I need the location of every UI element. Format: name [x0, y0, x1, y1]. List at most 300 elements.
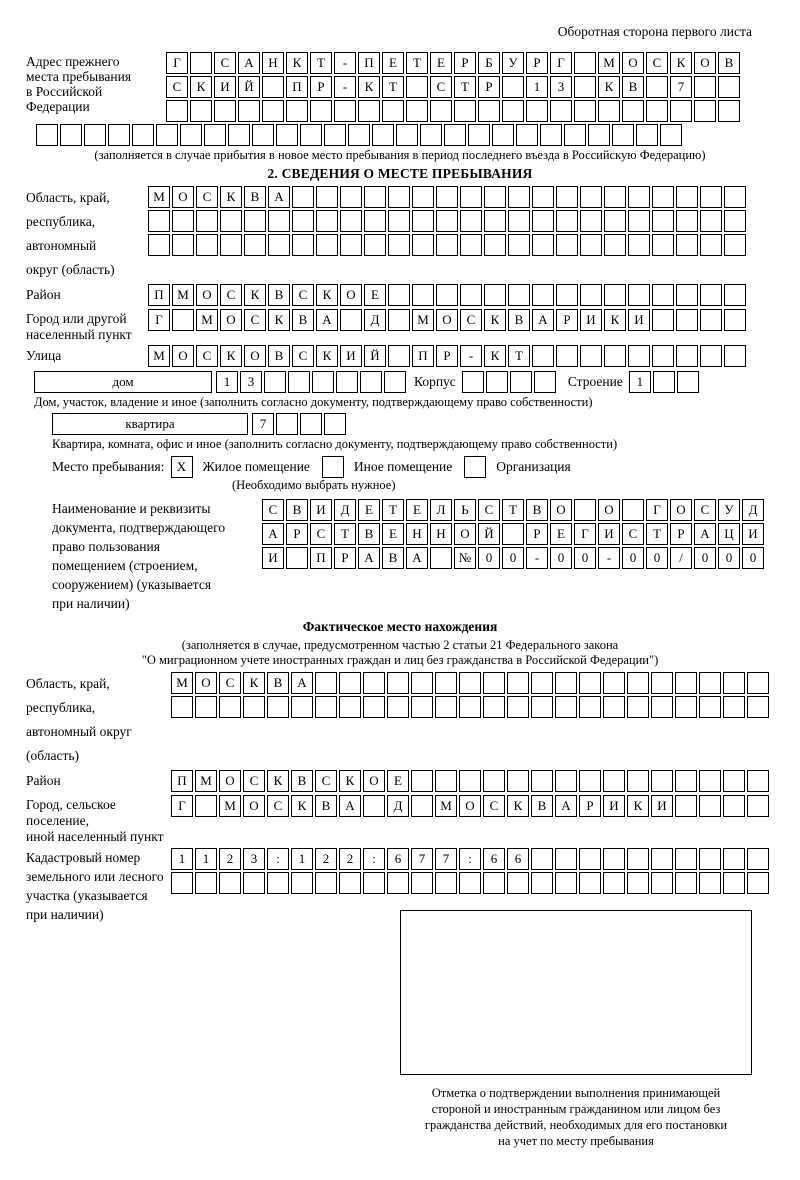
actual-district-cell[interactable]	[627, 770, 649, 792]
actual-region-cell[interactable]: А	[291, 672, 313, 694]
actual-region-cell[interactable]	[699, 672, 721, 694]
region-cell[interactable]	[532, 210, 554, 232]
district-cell[interactable]: В	[268, 284, 290, 306]
prev-address-cell[interactable]	[406, 100, 428, 122]
street-cell[interactable]: С	[292, 345, 314, 367]
city-cell[interactable]: М	[412, 309, 434, 331]
prev-address-cell[interactable]: Г	[166, 52, 188, 74]
actual-region-cell[interactable]	[411, 696, 433, 718]
actual-region-cell[interactable]	[363, 672, 385, 694]
document-cell[interactable]: Й	[478, 523, 500, 545]
street-cell[interactable]: П	[412, 345, 434, 367]
prev-address-cell[interactable]: -	[334, 52, 356, 74]
document-cell[interactable]: Т	[502, 499, 524, 521]
actual-region-cell[interactable]: К	[243, 672, 265, 694]
prev-address-cell[interactable]: Н	[262, 52, 284, 74]
flat-cell[interactable]: 7	[252, 413, 274, 435]
prev-address-cell[interactable]	[358, 100, 380, 122]
region-cell[interactable]	[148, 234, 170, 256]
actual-city-cell[interactable]	[411, 795, 433, 817]
cadastral-cell[interactable]: 6	[387, 848, 409, 870]
prev-address-cell[interactable]: К	[190, 76, 212, 98]
cadastral-cell[interactable]: 7	[435, 848, 457, 870]
street-cell[interactable]	[724, 345, 746, 367]
document-cell[interactable]: П	[310, 547, 332, 569]
street-cell[interactable]: О	[172, 345, 194, 367]
prev-address-cell[interactable]: Б	[478, 52, 500, 74]
korpus-cell[interactable]	[510, 371, 532, 393]
region-cell[interactable]	[316, 234, 338, 256]
prev-address-cell[interactable]	[214, 100, 236, 122]
prev-address-cell[interactable]: Р	[454, 52, 476, 74]
prev-address-cell[interactable]	[108, 124, 130, 146]
cadastral-cell[interactable]	[435, 872, 457, 894]
prev-address-cell[interactable]: Г	[550, 52, 572, 74]
actual-district-cell[interactable]	[531, 770, 553, 792]
prev-address-cell[interactable]	[660, 124, 682, 146]
house-cell[interactable]	[336, 371, 358, 393]
document-cell[interactable]: В	[286, 499, 308, 521]
document-cell[interactable]: О	[454, 523, 476, 545]
city-cell[interactable]: В	[292, 309, 314, 331]
prev-address-cell[interactable]	[262, 76, 284, 98]
checkbox-other-premises[interactable]	[322, 456, 344, 478]
actual-region-cell[interactable]	[531, 672, 553, 694]
document-cell[interactable]: С	[262, 499, 284, 521]
actual-district-cell[interactable]: О	[363, 770, 385, 792]
prev-address-cell[interactable]	[502, 76, 524, 98]
prev-address-cell[interactable]: 7	[670, 76, 692, 98]
prev-address-cell[interactable]: 3	[550, 76, 572, 98]
district-cell[interactable]: Е	[364, 284, 386, 306]
actual-city-cell[interactable]	[675, 795, 697, 817]
actual-region-cell[interactable]	[603, 696, 625, 718]
cadastral-cell[interactable]	[675, 872, 697, 894]
city-cell[interactable]	[340, 309, 362, 331]
cadastral-cell[interactable]	[171, 872, 193, 894]
city-cell[interactable]: Д	[364, 309, 386, 331]
prev-address-cell[interactable]: 1	[526, 76, 548, 98]
document-cell[interactable]: В	[382, 547, 404, 569]
district-cell[interactable]	[580, 284, 602, 306]
region-cell[interactable]	[364, 186, 386, 208]
district-cell[interactable]	[724, 284, 746, 306]
city-cell[interactable]	[652, 309, 674, 331]
cadastral-cell[interactable]: 1	[171, 848, 193, 870]
korpus-cell[interactable]	[462, 371, 484, 393]
city-cell[interactable]: И	[628, 309, 650, 331]
prev-address-cell[interactable]	[694, 100, 716, 122]
house-cell[interactable]	[288, 371, 310, 393]
actual-region-cell[interactable]	[531, 696, 553, 718]
house-cell[interactable]	[384, 371, 406, 393]
document-cell[interactable]	[574, 499, 596, 521]
actual-district-cell[interactable]: Е	[387, 770, 409, 792]
region-cell[interactable]	[580, 186, 602, 208]
region-cell[interactable]	[172, 234, 194, 256]
actual-region-cell[interactable]: М	[171, 672, 193, 694]
prev-address-cell[interactable]: С	[646, 52, 668, 74]
region-cell[interactable]	[700, 186, 722, 208]
document-cell[interactable]: 0	[718, 547, 740, 569]
cadastral-cell[interactable]	[747, 872, 769, 894]
actual-region-cell[interactable]	[171, 696, 193, 718]
prev-address-cell[interactable]	[598, 100, 620, 122]
street-cell[interactable]: Й	[364, 345, 386, 367]
actual-region-cell[interactable]: В	[267, 672, 289, 694]
prev-address-cell[interactable]	[444, 124, 466, 146]
actual-district-cell[interactable]: В	[291, 770, 313, 792]
prev-address-cell[interactable]: В	[718, 52, 740, 74]
region-cell[interactable]	[556, 234, 578, 256]
region-cell[interactable]	[460, 210, 482, 232]
prev-address-cell[interactable]	[564, 124, 586, 146]
actual-region-cell[interactable]	[579, 696, 601, 718]
region-cell[interactable]: К	[220, 186, 242, 208]
actual-city-cell[interactable]: В	[531, 795, 553, 817]
actual-district-cell[interactable]	[747, 770, 769, 792]
actual-city-cell[interactable]: М	[219, 795, 241, 817]
street-cell[interactable]: К	[316, 345, 338, 367]
district-cell[interactable]	[652, 284, 674, 306]
cadastral-cell[interactable]: 2	[315, 848, 337, 870]
actual-region-cell[interactable]	[267, 696, 289, 718]
region-cell[interactable]	[196, 234, 218, 256]
prev-address-cell[interactable]	[238, 100, 260, 122]
region-cell[interactable]	[244, 210, 266, 232]
stroenie-cell[interactable]: 1	[629, 371, 651, 393]
city-cell[interactable]: А	[532, 309, 554, 331]
street-cell[interactable]	[388, 345, 410, 367]
region-cell[interactable]	[700, 210, 722, 232]
region-cell[interactable]	[340, 234, 362, 256]
actual-district-cell[interactable]: С	[315, 770, 337, 792]
cadastral-cell[interactable]	[195, 872, 217, 894]
district-cell[interactable]	[628, 284, 650, 306]
region-cell[interactable]	[292, 234, 314, 256]
region-cell[interactable]	[604, 210, 626, 232]
prev-address-cell[interactable]: Е	[382, 52, 404, 74]
actual-district-cell[interactable]	[435, 770, 457, 792]
cadastral-cell[interactable]	[723, 872, 745, 894]
city-cell[interactable]	[676, 309, 698, 331]
region-cell[interactable]	[388, 234, 410, 256]
document-cell[interactable]: 0	[742, 547, 764, 569]
actual-region-cell[interactable]	[483, 672, 505, 694]
district-cell[interactable]: О	[340, 284, 362, 306]
prev-address-cell[interactable]: У	[502, 52, 524, 74]
cadastral-cell[interactable]	[651, 848, 673, 870]
cadastral-cell[interactable]	[507, 872, 529, 894]
document-cell[interactable]: А	[262, 523, 284, 545]
document-cell[interactable]: Л	[430, 499, 452, 521]
actual-district-cell[interactable]	[579, 770, 601, 792]
cadastral-cell[interactable]: 2	[219, 848, 241, 870]
document-cell[interactable]	[502, 523, 524, 545]
actual-region-cell[interactable]	[699, 696, 721, 718]
prev-address-cell[interactable]	[276, 124, 298, 146]
actual-city-cell[interactable]	[723, 795, 745, 817]
cadastral-cell[interactable]	[555, 848, 577, 870]
prev-address-cell[interactable]: О	[694, 52, 716, 74]
document-cell[interactable]: И	[742, 523, 764, 545]
region-cell[interactable]	[364, 210, 386, 232]
district-cell[interactable]	[604, 284, 626, 306]
house-cell[interactable]	[360, 371, 382, 393]
prev-address-cell[interactable]	[204, 124, 226, 146]
cadastral-cell[interactable]	[411, 872, 433, 894]
prev-address-cell[interactable]: О	[622, 52, 644, 74]
prev-address-cell[interactable]	[190, 100, 212, 122]
prev-address-cell[interactable]: М	[598, 52, 620, 74]
region-cell[interactable]	[268, 210, 290, 232]
cadastral-cell[interactable]: 2	[339, 848, 361, 870]
district-cell[interactable]: П	[148, 284, 170, 306]
document-cell[interactable]: О	[598, 499, 620, 521]
cadastral-cell[interactable]	[747, 848, 769, 870]
region-cell[interactable]	[700, 234, 722, 256]
region-cell[interactable]	[436, 234, 458, 256]
city-cell[interactable]: И	[580, 309, 602, 331]
prev-address-cell[interactable]	[262, 100, 284, 122]
prev-address-cell[interactable]	[670, 100, 692, 122]
prev-address-cell[interactable]	[588, 124, 610, 146]
actual-region-cell[interactable]	[411, 672, 433, 694]
region-cell[interactable]	[580, 210, 602, 232]
region-cell[interactable]	[316, 210, 338, 232]
document-cell[interactable]: С	[310, 523, 332, 545]
actual-region-cell[interactable]	[603, 672, 625, 694]
actual-region-cell[interactable]	[579, 672, 601, 694]
prev-address-cell[interactable]: П	[286, 76, 308, 98]
document-cell[interactable]: Т	[334, 523, 356, 545]
region-cell[interactable]: В	[244, 186, 266, 208]
document-cell[interactable]: А	[358, 547, 380, 569]
region-cell[interactable]	[508, 210, 530, 232]
prev-address-cell[interactable]: К	[598, 76, 620, 98]
actual-district-cell[interactable]	[507, 770, 529, 792]
city-cell[interactable]: К	[484, 309, 506, 331]
region-cell[interactable]	[340, 210, 362, 232]
actual-region-cell[interactable]	[363, 696, 385, 718]
region-cell[interactable]	[220, 210, 242, 232]
region-cell[interactable]	[484, 234, 506, 256]
region-cell[interactable]	[628, 234, 650, 256]
region-cell[interactable]: О	[172, 186, 194, 208]
actual-city-cell[interactable]: В	[315, 795, 337, 817]
actual-region-cell[interactable]	[339, 696, 361, 718]
prev-address-cell[interactable]	[636, 124, 658, 146]
document-cell[interactable]: -	[526, 547, 548, 569]
prev-address-cell[interactable]	[156, 124, 178, 146]
region-cell[interactable]	[460, 186, 482, 208]
region-cell[interactable]	[652, 186, 674, 208]
actual-region-cell[interactable]	[339, 672, 361, 694]
cadastral-cell[interactable]	[675, 848, 697, 870]
document-cell[interactable]: Т	[646, 523, 668, 545]
district-cell[interactable]	[556, 284, 578, 306]
document-cell[interactable]: С	[478, 499, 500, 521]
region-cell[interactable]	[556, 210, 578, 232]
city-cell[interactable]: Г	[148, 309, 170, 331]
region-cell[interactable]	[412, 210, 434, 232]
prev-address-cell[interactable]	[574, 100, 596, 122]
city-cell[interactable]: К	[604, 309, 626, 331]
prev-address-cell[interactable]: В	[622, 76, 644, 98]
document-cell[interactable]: Е	[550, 523, 572, 545]
street-cell[interactable]: -	[460, 345, 482, 367]
city-cell[interactable]: М	[196, 309, 218, 331]
actual-district-cell[interactable]	[411, 770, 433, 792]
cadastral-cell[interactable]: 1	[195, 848, 217, 870]
region-cell[interactable]	[628, 210, 650, 232]
actual-district-cell[interactable]	[675, 770, 697, 792]
actual-region-cell[interactable]	[627, 672, 649, 694]
region-cell[interactable]: М	[148, 186, 170, 208]
prev-address-cell[interactable]	[180, 124, 202, 146]
cadastral-cell[interactable]: 6	[507, 848, 529, 870]
region-cell[interactable]	[316, 186, 338, 208]
cadastral-cell[interactable]	[579, 848, 601, 870]
actual-city-cell[interactable]: К	[507, 795, 529, 817]
prev-address-cell[interactable]: А	[238, 52, 260, 74]
region-cell[interactable]	[604, 234, 626, 256]
korpus-cell[interactable]	[486, 371, 508, 393]
actual-region-cell[interactable]	[555, 672, 577, 694]
region-cell[interactable]	[460, 234, 482, 256]
prev-address-cell[interactable]	[540, 124, 562, 146]
actual-district-cell[interactable]: О	[219, 770, 241, 792]
cadastral-cell[interactable]	[603, 848, 625, 870]
prev-address-cell[interactable]	[348, 124, 370, 146]
cadastral-cell[interactable]	[531, 872, 553, 894]
actual-city-cell[interactable]: Г	[171, 795, 193, 817]
actual-district-cell[interactable]: М	[195, 770, 217, 792]
city-cell[interactable]	[172, 309, 194, 331]
document-cell[interactable]: Р	[334, 547, 356, 569]
cadastral-cell[interactable]	[555, 872, 577, 894]
region-cell[interactable]	[676, 210, 698, 232]
document-cell[interactable]: Ь	[454, 499, 476, 521]
region-cell[interactable]	[412, 186, 434, 208]
actual-region-cell[interactable]	[507, 696, 529, 718]
district-cell[interactable]	[460, 284, 482, 306]
street-cell[interactable]: К	[220, 345, 242, 367]
actual-district-cell[interactable]	[651, 770, 673, 792]
actual-region-cell[interactable]	[435, 696, 457, 718]
prev-address-cell[interactable]	[324, 124, 346, 146]
street-cell[interactable]: Р	[436, 345, 458, 367]
actual-region-cell[interactable]	[315, 696, 337, 718]
actual-city-cell[interactable]	[747, 795, 769, 817]
street-cell[interactable]	[532, 345, 554, 367]
city-cell[interactable]: О	[436, 309, 458, 331]
actual-district-cell[interactable]	[459, 770, 481, 792]
city-cell[interactable]	[724, 309, 746, 331]
actual-city-cell[interactable]	[699, 795, 721, 817]
region-cell[interactable]	[292, 186, 314, 208]
prev-address-cell[interactable]: К	[286, 52, 308, 74]
region-cell[interactable]	[196, 210, 218, 232]
document-cell[interactable]: 0	[478, 547, 500, 569]
district-cell[interactable]	[484, 284, 506, 306]
prev-address-cell[interactable]	[492, 124, 514, 146]
cadastral-cell[interactable]	[699, 848, 721, 870]
actual-region-cell[interactable]	[243, 696, 265, 718]
stroenie-cell[interactable]	[677, 371, 699, 393]
street-cell[interactable]: О	[244, 345, 266, 367]
cadastral-cell[interactable]	[531, 848, 553, 870]
document-cell[interactable]: О	[670, 499, 692, 521]
flat-cell[interactable]	[324, 413, 346, 435]
prev-address-cell[interactable]	[420, 124, 442, 146]
city-cell[interactable]	[700, 309, 722, 331]
prev-address-cell[interactable]: К	[670, 52, 692, 74]
document-cell[interactable]: С	[622, 523, 644, 545]
street-cell[interactable]	[628, 345, 650, 367]
district-cell[interactable]: М	[172, 284, 194, 306]
document-cell[interactable]: №	[454, 547, 476, 569]
prev-address-cell[interactable]	[334, 100, 356, 122]
actual-city-cell[interactable]: О	[243, 795, 265, 817]
region-cell[interactable]: А	[268, 186, 290, 208]
prev-address-cell[interactable]: Р	[526, 52, 548, 74]
cadastral-cell[interactable]	[627, 848, 649, 870]
cadastral-cell[interactable]	[651, 872, 673, 894]
prev-address-cell[interactable]	[310, 100, 332, 122]
region-cell[interactable]	[652, 234, 674, 256]
region-cell[interactable]	[436, 210, 458, 232]
district-cell[interactable]	[532, 284, 554, 306]
prev-address-cell[interactable]: С	[166, 76, 188, 98]
document-cell[interactable]: Н	[406, 523, 428, 545]
region-cell[interactable]	[364, 234, 386, 256]
document-cell[interactable]: С	[694, 499, 716, 521]
prev-address-cell[interactable]: Т	[406, 52, 428, 74]
cadastral-cell[interactable]	[579, 872, 601, 894]
prev-address-cell[interactable]	[60, 124, 82, 146]
district-cell[interactable]	[676, 284, 698, 306]
actual-region-cell[interactable]	[675, 672, 697, 694]
actual-district-cell[interactable]	[699, 770, 721, 792]
cadastral-cell[interactable]	[387, 872, 409, 894]
city-cell[interactable]: О	[220, 309, 242, 331]
district-cell[interactable]	[412, 284, 434, 306]
region-cell[interactable]	[412, 234, 434, 256]
prev-address-cell[interactable]: -	[334, 76, 356, 98]
actual-region-cell[interactable]	[747, 672, 769, 694]
document-cell[interactable]: 0	[550, 547, 572, 569]
prev-address-cell[interactable]: П	[358, 52, 380, 74]
prev-address-cell[interactable]: Т	[310, 52, 332, 74]
document-cell[interactable]: Г	[646, 499, 668, 521]
region-cell[interactable]	[676, 234, 698, 256]
cadastral-cell[interactable]: :	[267, 848, 289, 870]
document-cell[interactable]: Р	[526, 523, 548, 545]
actual-district-cell[interactable]	[555, 770, 577, 792]
cadastral-cell[interactable]: :	[459, 848, 481, 870]
region-cell[interactable]	[508, 234, 530, 256]
actual-city-cell[interactable]: С	[267, 795, 289, 817]
document-cell[interactable]: 0	[694, 547, 716, 569]
actual-city-cell[interactable]: С	[483, 795, 505, 817]
cadastral-cell[interactable]: :	[363, 848, 385, 870]
actual-region-cell[interactable]	[219, 696, 241, 718]
document-cell[interactable]: -	[598, 547, 620, 569]
actual-region-cell[interactable]	[723, 696, 745, 718]
actual-city-cell[interactable]: М	[435, 795, 457, 817]
document-cell[interactable]: О	[550, 499, 572, 521]
